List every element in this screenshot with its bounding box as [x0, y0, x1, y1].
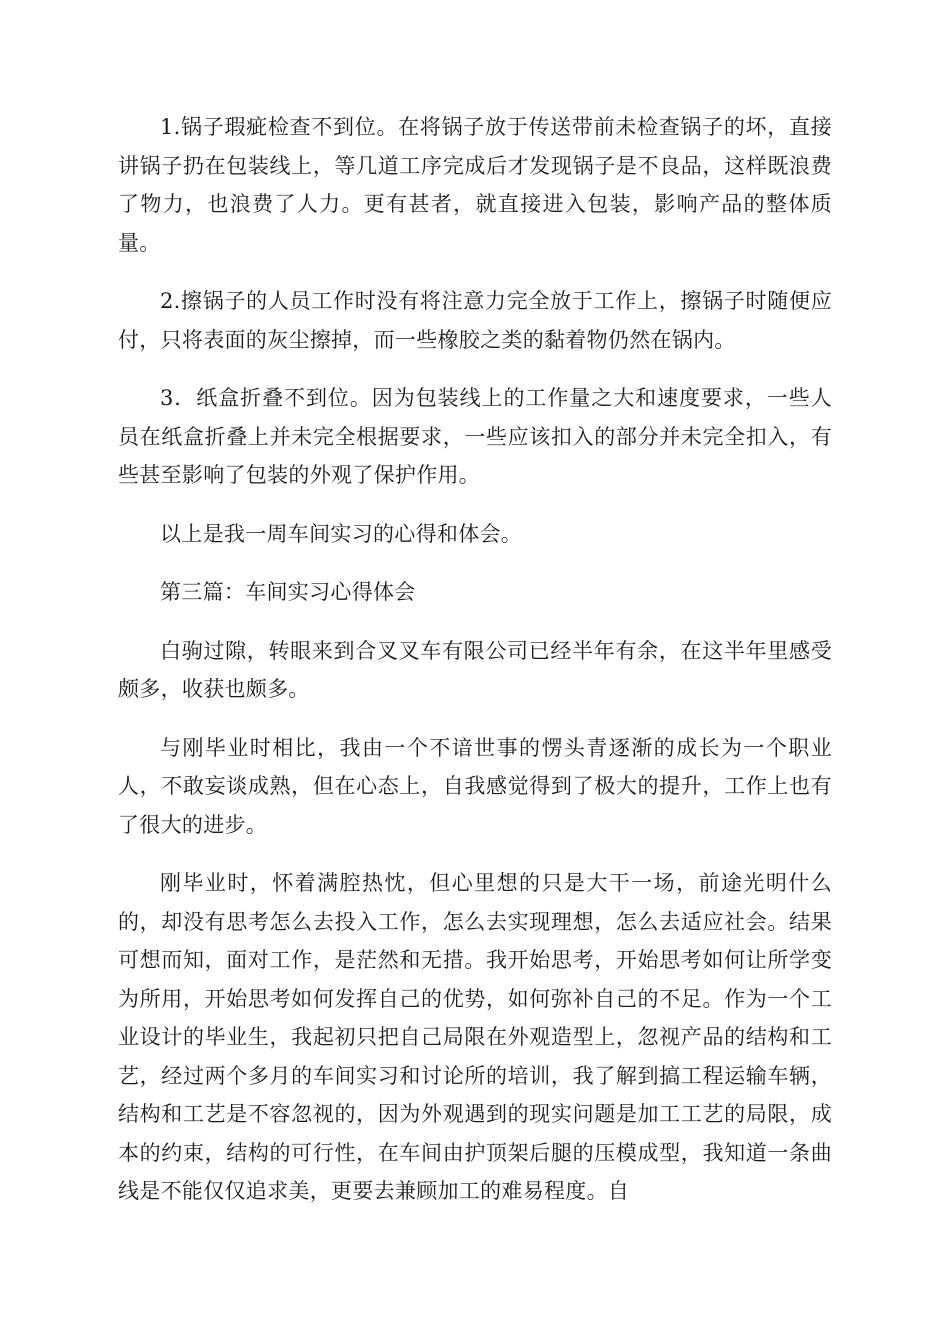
section-heading-part-three: 第三篇：车间实习心得体会 [160, 580, 416, 604]
paragraph-half-year: 白驹过隙，转眼来到合叉叉车有限公司已经半年有余，在这半年里感受颇多，收获也颇多。 [118, 638, 832, 701]
paragraph-defect-inspection: 1.锅子瑕疵检查不到位。在将锅子放于传送带前未检查锅子的坏，直接讲锅子扔在包装线上，等几道工序完成后才发现锅子是不良品，这样既浪费了物力，也浪费了人力。更有甚者，就直接进入包装，影响产品的整体质量。 [118, 115, 832, 255]
paragraph-reflection: 刚毕业时，怀着满腔热忱，但心里想的只是大干一场，前途光明什么的，却没有思考怎么去投入工作，怎么去实现理想，怎么去适应社会。结果可想而知，面对工作，是茫然和无措。我开始思考，开始思考如何让所学变为所用，开始思考如何发挥自己的优势，如何弥补自己的不足。作为一个工业设计的毕业生，我起初只把自己局限在外观造型上，忽视产品的结构和工艺，经过两个多月的车间实习和讨论所的培训，我了解到搞工程运输车辆，结构和工艺是不容忽视的，因为外观遇到的现实问题是加工工艺的局限，成本的约束，结构的可行性，在车间由护顶架后腿的压模成型，我知道一条曲线是不能仅仅追求美，更要去兼顾加工的难易程度。自 [118, 871, 832, 1203]
paragraph-carton-folding: 3．纸盒折叠不到位。因为包装线上的工作量之大和速度要求，一些人员在纸盒折叠上并未完全根据要求，一些应该扣入的部分并未完全扣入，有些甚至影响了包装的外观了保护作用。 [118, 386, 832, 487]
paragraph-growth: 与刚毕业时相比，我由一个不谙世事的愣头青逐渐的成长为一个职业人，不敢妄谈成熟，但在心态上，自我感觉得到了极大的提升，工作上也有了很大的进步。 [118, 735, 832, 837]
paragraph-summary: 以上是我一周车间实习的心得和体会。 [160, 521, 523, 546]
paragraph-wiping-staff: 2.擦锅子的人员工作时没有将注意力完全放于工作上，擦锅子时随便应付，只将表面的灰尘擦掉，而一些橡胶之类的黏着物仍然在锅内。 [118, 289, 832, 352]
